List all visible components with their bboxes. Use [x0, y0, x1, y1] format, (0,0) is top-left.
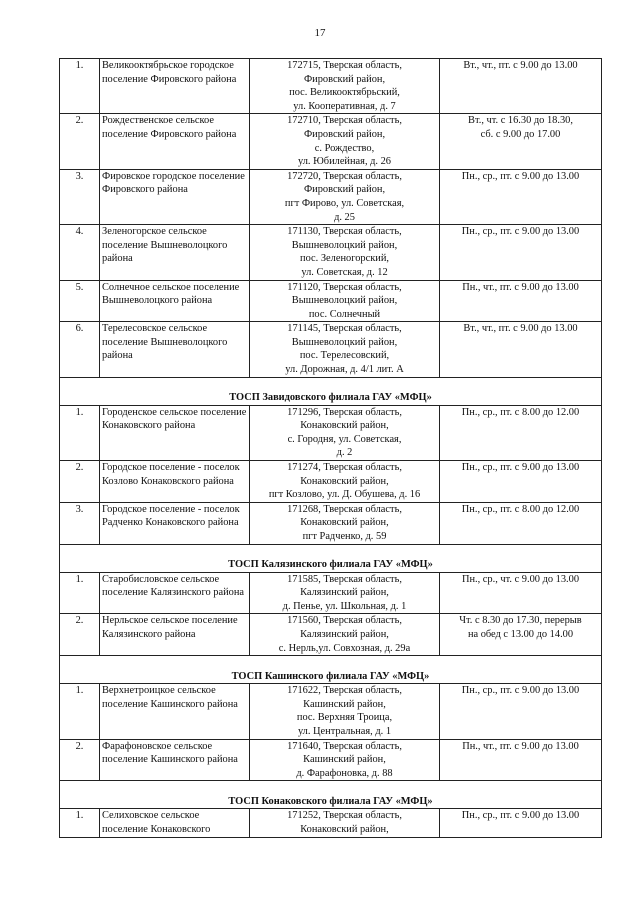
address-line: ул. Центральная, д. 1 — [297, 725, 392, 737]
table-row — [60, 114, 602, 169]
hours-cell — [440, 59, 602, 114]
hours-line: Вт., чт. с 16.30 до 18.30, — [468, 115, 573, 127]
hours-cell — [440, 322, 602, 377]
hours-cell — [440, 614, 602, 656]
hours-line: Пн., ср., чт. с 9.00 до 13.00 — [461, 573, 580, 585]
settlement-name: Городенское сельское поселение Конаковского района — [100, 405, 250, 460]
address-cell — [250, 59, 440, 114]
address-line: 171268, Тверская область, — [287, 503, 402, 515]
address-line: ул. Дорожная, д. 4/1 лит. А — [285, 364, 404, 376]
address-line: д. Фарафоновка, д. 88 — [296, 767, 393, 779]
hours-cell — [440, 739, 602, 781]
address-line: Калязинский район, — [300, 628, 389, 640]
address-cell — [250, 169, 440, 224]
settlement-name: Фарафоновское сельское поселение Кашинского района — [100, 739, 250, 781]
address-line: Вышневолоцкий район, — [291, 295, 398, 307]
address-line: Конаковский район, — [300, 420, 389, 432]
settlement-name: Городское поселение - поселок Козлово Конаковского района — [100, 461, 250, 503]
page-number: 17 — [314, 27, 326, 39]
table-row — [60, 572, 602, 614]
address-line: д. 25 — [334, 211, 355, 223]
address-line: д. 2 — [336, 447, 353, 459]
address-line: 171130, Тверская область, — [287, 226, 402, 238]
settlement-name: Великооктябрьское городское поселение Фировского района — [100, 59, 250, 114]
address-cell — [250, 809, 440, 837]
hours-line: Чт. с 8.30 до 17.30, перерыв — [459, 615, 582, 627]
row-number: 6. — [60, 322, 100, 377]
address-line: пгт Радченко, д. 59 — [302, 531, 387, 542]
section-title: ТОСП Кашинского филиала ГАУ «МФЦ» — [60, 656, 602, 684]
address-line: Калязинский район, — [300, 587, 389, 599]
table-row — [60, 739, 602, 781]
row-number: 1. — [60, 59, 100, 114]
address-cell — [250, 461, 440, 503]
table-row — [60, 169, 602, 224]
address-line: 171585, Тверская область, — [287, 573, 402, 585]
address-line: 171296, Тверская область, — [287, 406, 402, 418]
address-line: 172710, Тверская область, — [287, 115, 402, 127]
section-header — [60, 656, 602, 684]
table-row — [60, 59, 602, 114]
row-number: 5. — [60, 280, 100, 322]
hours-line: Пн., ср., пт. с 9.00 до 13.00 — [461, 462, 580, 474]
hours-line: Вт., чт., пт. с 9.00 до 13.00 — [463, 60, 578, 71]
settlement-name: Рождественское сельское поселение Фировского района — [100, 114, 250, 169]
table-row — [60, 461, 602, 503]
table-row — [60, 684, 602, 739]
hours-cell — [440, 572, 602, 614]
address-line: пгт Козлово, ул. Д. Обушева, д. 16 — [268, 489, 421, 501]
settlement-name: Городское поселение - поселок Радченко Конаковского района — [100, 502, 250, 544]
address-line: ул. Кооперативная, д. 7 — [293, 100, 396, 112]
address-line: д. Пенье, ул. Школьная, д. 1 — [282, 600, 407, 612]
hours-line: на обед с 13.00 до 14.00 — [467, 628, 574, 640]
section-header — [60, 377, 602, 405]
address-line: Фировский район, — [303, 73, 386, 85]
section-header — [60, 544, 602, 572]
address-line: пос. Терелесовский, — [299, 350, 390, 362]
settlement-name: Старобисловское сельское поселение Калязинского района — [100, 572, 250, 614]
settlement-name: Селиховское сельское поселение Конаковского — [100, 809, 250, 837]
section-header — [60, 781, 602, 809]
address-line: с. Городня, ул. Советская, — [287, 433, 402, 445]
address-cell — [250, 225, 440, 280]
address-cell — [250, 572, 440, 614]
hours-cell — [440, 809, 602, 837]
table-row — [60, 502, 602, 544]
address-line: Конаковский район, — [300, 475, 389, 487]
hours-line: сб. с 9.00 до 17.00 — [480, 128, 561, 140]
row-number: 2. — [60, 614, 100, 656]
address-line: 172720, Тверская область, — [287, 170, 402, 182]
address-line: 171622, Тверская область, — [287, 685, 402, 697]
table-row — [60, 405, 602, 460]
settlement-name: Фировское городское поселение Фировского района — [100, 169, 250, 224]
address-line: 171560, Тверская область, — [287, 615, 402, 627]
address-line: Кашинский район, — [303, 754, 386, 766]
address-cell — [250, 280, 440, 322]
address-cell — [250, 322, 440, 377]
settlement-name: Верхнетроицкое сельское поселение Кашинского района — [100, 684, 250, 739]
hours-line: Пн., ср., пт. с 9.00 до 13.00 — [461, 685, 580, 697]
address-line: с. Нерль,ул. Совхозная, д. 29а — [278, 642, 411, 654]
address-line: пос. Верхняя Троица, — [296, 712, 393, 724]
address-cell — [250, 739, 440, 781]
hours-cell — [440, 169, 602, 224]
hours-cell — [440, 461, 602, 503]
table-row — [60, 322, 602, 377]
settlement-name: Зеленогорское сельское поселение Вышневолоцкого района — [100, 225, 250, 280]
address-line: пос. Солнечный — [308, 308, 381, 320]
address-cell — [250, 405, 440, 460]
address-line: Вышневолоцкий район, — [291, 239, 398, 251]
row-number: 2. — [60, 114, 100, 169]
hours-line: Пн., чт., пт. с 9.00 до 13.00 — [462, 281, 579, 293]
settlement-name: Терелесовское сельское поселение Вышневолоцкого района — [100, 322, 250, 377]
row-number: 3. — [60, 169, 100, 224]
row-number: 1. — [60, 405, 100, 460]
address-line: пгт Фирово, ул. Советская, — [284, 197, 405, 209]
hours-line: Пн., ср., пт. с 9.00 до 13.00 — [461, 810, 580, 822]
address-line: 171274, Тверская область, — [287, 462, 402, 474]
address-line: Конаковский район, — [300, 823, 389, 835]
table-row — [60, 809, 602, 837]
address-line: пос. Великооктябрьский, — [289, 87, 400, 99]
section-title: ТОСП Завидовского филиала ГАУ «МФЦ» — [60, 377, 602, 405]
hours-line: Пн., ср., пт. с 8.00 до 12.00 — [461, 503, 580, 515]
row-number: 1. — [60, 809, 100, 837]
hours-cell — [440, 114, 602, 169]
address-line: 171120, Тверская область, — [287, 281, 402, 293]
hours-cell — [440, 405, 602, 460]
address-line: 171252, Тверская область, — [287, 810, 402, 822]
settlement-name: Солнечное сельское поселение Вышневолоцкого района — [100, 280, 250, 322]
hours-cell — [440, 502, 602, 544]
address-line: Конаковский район, — [300, 517, 389, 529]
hours-line: Пн., ср., пт. с 9.00 до 13.00 — [461, 226, 580, 238]
address-line: с. Рождество, — [314, 142, 375, 154]
row-number: 4. — [60, 225, 100, 280]
hours-cell — [440, 280, 602, 322]
row-number: 1. — [60, 684, 100, 739]
address-cell — [250, 684, 440, 739]
address-line: Вышневолоцкий район, — [291, 336, 398, 348]
address-line: 171145, Тверская область, — [287, 323, 402, 335]
row-number: 1. — [60, 572, 100, 614]
hours-line: Вт., чт., пт. с 9.00 до 13.00 — [463, 323, 578, 335]
address-line: Кашинский район, — [303, 698, 386, 710]
row-number: 2. — [60, 461, 100, 503]
settlement-name: Нерльское сельское поселение Калязинского района — [100, 614, 250, 656]
section-title: ТОСП Калязинского филиала ГАУ «МФЦ» — [60, 544, 602, 572]
address-line: ул. Советская, д. 12 — [301, 266, 388, 278]
address-line: 171640, Тверская область, — [287, 740, 402, 752]
table-row — [60, 614, 602, 656]
table-row — [60, 280, 602, 322]
address-line: Фировский район, — [303, 128, 386, 140]
section-title: ТОСП Конаковского филиала ГАУ «МФЦ» — [60, 781, 602, 809]
hours-line: Пн., ср., пт. с 8.00 до 12.00 — [461, 406, 580, 418]
hours-line: Пн., чт., пт. с 9.00 до 13.00 — [462, 740, 579, 752]
address-cell — [250, 614, 440, 656]
address-line: ул. Юбилейная, д. 26 — [297, 156, 392, 168]
address-cell — [250, 502, 440, 544]
address-line: пос. Зеленогорский, — [300, 253, 389, 265]
address-line: Фировский район, — [303, 184, 386, 196]
hours-cell — [440, 684, 602, 739]
hours-cell — [440, 225, 602, 280]
settlements-table — [59, 58, 602, 838]
address-cell — [250, 114, 440, 169]
row-number: 2. — [60, 739, 100, 781]
row-number: 3. — [60, 502, 100, 544]
hours-line: Пн., ср., пт. с 9.00 до 13.00 — [461, 170, 580, 182]
address-line: 172715, Тверская область, — [287, 60, 402, 71]
table-row — [60, 225, 602, 280]
